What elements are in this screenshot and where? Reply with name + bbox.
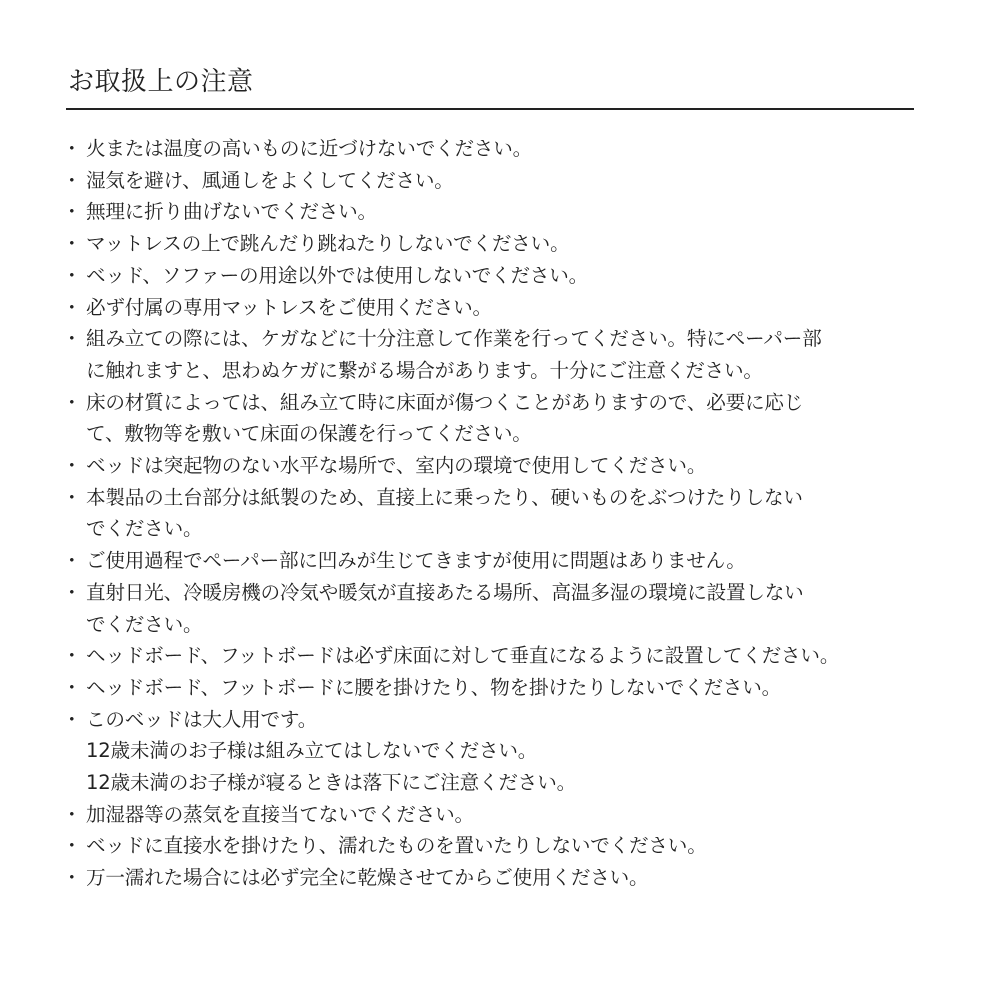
caution-text: このベッドは大人用です。 12歳未満のお子様は組み立てはしないでください。 12歳未満のお子様が寝るときは落下にご注意ください。 — [86, 707, 576, 795]
caution-item — [62, 704, 922, 799]
caution-item — [62, 830, 922, 862]
caution-text: 加湿器等の蒸気を直接当てないでください。 — [86, 802, 474, 826]
bullet-icon: ・ — [62, 263, 82, 287]
bullet-icon: ・ — [62, 390, 82, 414]
caution-item — [62, 292, 922, 324]
caution-item — [62, 799, 922, 831]
caution-item — [62, 387, 922, 450]
caution-text: 必ず付属の専用マットレスをご使用ください。 — [86, 295, 492, 319]
page-title: お取扱上の注意 — [68, 67, 254, 97]
caution-list — [62, 133, 922, 894]
bullet-icon: ・ — [62, 675, 82, 699]
caution-text: 火または温度の高いものに近づけないでください。 — [86, 137, 533, 160]
caution-text: 直射日光、冷暖房機の冷気や暖気が直接あたる場所、高温多湿の環境に設置しない でください。 — [86, 580, 804, 636]
bullet-icon: ・ — [62, 137, 82, 160]
bullet-icon: ・ — [62, 580, 82, 604]
bullet-icon: ・ — [62, 232, 82, 256]
bullet-icon: ・ — [62, 802, 82, 826]
caution-text: ご使用過程でペーパー部に凹みが生じてきますが使用に問題はありません。 — [86, 549, 746, 573]
caution-item — [62, 577, 922, 640]
caution-item — [62, 133, 922, 165]
caution-item — [62, 545, 922, 577]
bullet-icon: ・ — [62, 834, 82, 858]
caution-text: ベッドに直接水を掛けたり、濡れたものを置いたりしないでください。 — [86, 834, 707, 858]
bullet-icon: ・ — [62, 295, 82, 319]
caution-item — [62, 323, 922, 386]
bullet-icon: ・ — [62, 485, 82, 509]
caution-item — [62, 196, 922, 228]
bullet-icon: ・ — [62, 200, 82, 224]
caution-text: 床の材質によっては、組み立て時に床面が傷つくことがありますので、必要に応じ て、敷物等を敷いて床面の保護を行ってください。 — [86, 390, 804, 446]
caution-item — [62, 228, 922, 260]
caution-text: マットレスの上で跳んだり跳ねたりしないでください。 — [86, 232, 570, 256]
caution-item — [62, 165, 922, 197]
caution-text: ベッドは突起物のない水平な場所で、室内の環境で使用してください。 — [86, 454, 707, 478]
caution-item — [62, 672, 922, 704]
bullet-icon: ・ — [62, 454, 82, 478]
caution-item — [62, 482, 922, 545]
title-divider — [66, 108, 914, 110]
caution-text: 万一濡れた場合には必ず完全に乾燥させてからご使用ください。 — [86, 866, 649, 890]
caution-text: ベッド、ソファーの用途以外では使用しないでください。 — [86, 263, 589, 287]
bullet-icon: ・ — [62, 549, 82, 573]
caution-item — [62, 640, 922, 672]
caution-text: 本製品の土台部分は紙製のため、直接上に乗ったり、硬いものをぶつけたりしない でください。 — [86, 485, 803, 541]
bullet-icon: ・ — [62, 866, 82, 890]
bullet-icon: ・ — [62, 168, 82, 192]
caution-text: 組み立ての際には、ケガなどに十分注意して作業を行ってください。特にペーパー部 に触れますと、思わぬケガに繋がる場合があります。十分にご注意ください。 — [86, 327, 822, 382]
caution-text: 湿気を避け、風通しをよくしてください。 — [86, 168, 454, 192]
bullet-icon: ・ — [62, 707, 82, 731]
caution-text: ヘッドボード、フットボードに腰を掛けたり、物を掛けたりしないでください。 — [86, 675, 782, 699]
caution-text: 無理に折り曲げないでください。 — [86, 200, 377, 224]
caution-text: ヘッドボード、フットボードは必ず床面に対して垂直になるように設置してください。 — [86, 644, 840, 668]
bullet-icon: ・ — [62, 644, 82, 668]
bullet-icon: ・ — [62, 327, 82, 351]
caution-item — [62, 260, 922, 292]
caution-item — [62, 862, 922, 894]
caution-item — [62, 450, 922, 482]
